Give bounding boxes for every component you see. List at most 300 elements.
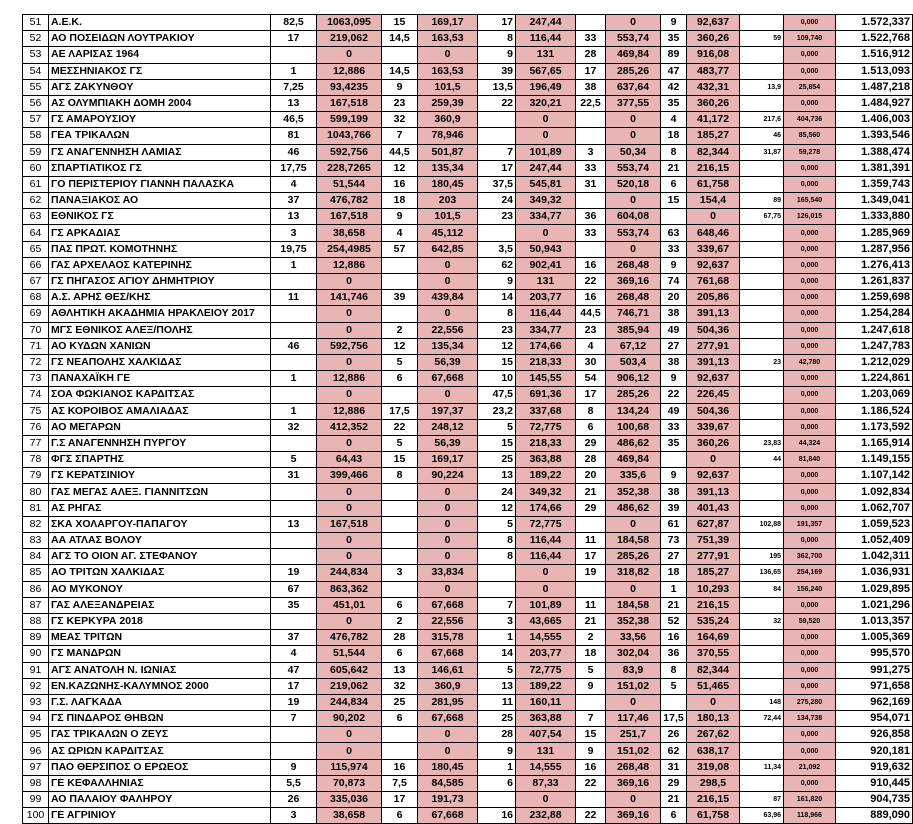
cell-l: 362,700 xyxy=(784,549,836,565)
cell-team: ΕΘΝΙΚΟΣ ΓΣ xyxy=(49,209,271,225)
cell-total: 1.013,357 xyxy=(836,613,913,629)
cell-l: 0,000 xyxy=(784,225,836,241)
cell-h: 33,56 xyxy=(606,630,661,646)
cell-b: 0 xyxy=(317,613,382,629)
cell-team: ΓΣ ΑΡΚΑΔΙΑΣ xyxy=(49,225,271,241)
cell-j: 205,86 xyxy=(687,290,740,306)
ranking-table xyxy=(22,14,913,824)
table-row xyxy=(23,516,913,532)
cell-b: 219,062 xyxy=(317,678,382,694)
cell-f: 691,36 xyxy=(516,387,576,403)
cell-k: 13,9 xyxy=(740,79,784,95)
cell-l: 0,000 xyxy=(784,15,836,31)
cell-f: 43,665 xyxy=(516,613,576,629)
cell-k xyxy=(740,646,784,662)
cell-team: ΑΟ ΜΥΚΟΝΟΥ xyxy=(49,581,271,597)
cell-total: 1.388,474 xyxy=(836,144,913,160)
cell-team: ΑΣ ΟΛΥΜΠΙΑΚΗ ΔΟΜΗ 2004 xyxy=(49,95,271,111)
cell-i: 9 xyxy=(661,371,687,387)
cell-h: 486,62 xyxy=(606,500,661,516)
cell-total: 910,445 xyxy=(836,775,913,791)
cell-b: 38,658 xyxy=(317,225,382,241)
cell-a: 46 xyxy=(271,144,317,160)
cell-h: 553,74 xyxy=(606,225,661,241)
cell-a xyxy=(271,549,317,565)
cell-l: 59,520 xyxy=(784,613,836,629)
cell-l: 0,000 xyxy=(784,662,836,678)
cell-d: 197,37 xyxy=(418,403,478,419)
cell-f: 203,77 xyxy=(516,646,576,662)
table-row xyxy=(23,419,913,435)
cell-team: ΠΑΝΑΞΙΑΚΟΣ ΑΟ xyxy=(49,193,271,209)
cell-j: 216,15 xyxy=(687,597,740,613)
cell-d: 203 xyxy=(418,193,478,209)
cell-g: 28 xyxy=(576,47,606,63)
table-row xyxy=(23,662,913,678)
cell-g: 19 xyxy=(576,565,606,581)
cell-b: 12,886 xyxy=(317,371,382,387)
cell-a: 32 xyxy=(271,419,317,435)
cell-rank: 79 xyxy=(23,468,49,484)
cell-g: 21 xyxy=(576,613,606,629)
cell-j: 92,637 xyxy=(687,257,740,273)
cell-a xyxy=(271,500,317,516)
cell-k xyxy=(740,387,784,403)
table-row xyxy=(23,743,913,759)
cell-l: 161,820 xyxy=(784,792,836,808)
cell-c: 25 xyxy=(382,694,418,710)
cell-e: 62 xyxy=(478,257,516,273)
cell-g: 21 xyxy=(576,484,606,500)
cell-j: 391,13 xyxy=(687,354,740,370)
cell-d: 56,39 xyxy=(418,435,478,451)
cell-d: 259,39 xyxy=(418,95,478,111)
cell-a: 82,5 xyxy=(271,15,317,31)
cell-c: 6 xyxy=(382,711,418,727)
cell-f: 196,49 xyxy=(516,79,576,95)
cell-j: 761,68 xyxy=(687,274,740,290)
cell-b: 51,544 xyxy=(317,646,382,662)
cell-j: 319,08 xyxy=(687,759,740,775)
cell-g: 31 xyxy=(576,176,606,192)
cell-h: 268,48 xyxy=(606,759,661,775)
cell-a xyxy=(271,743,317,759)
cell-total: 904,735 xyxy=(836,792,913,808)
cell-c xyxy=(382,533,418,549)
cell-b: 12,886 xyxy=(317,63,382,79)
cell-d: 180,45 xyxy=(418,759,478,775)
cell-b: 115,974 xyxy=(317,759,382,775)
cell-h: 335,6 xyxy=(606,468,661,484)
cell-d: 0 xyxy=(418,387,478,403)
cell-d: 78,946 xyxy=(418,128,478,144)
cell-l: 0,000 xyxy=(784,630,836,646)
cell-rank: 74 xyxy=(23,387,49,403)
cell-j: 82,344 xyxy=(687,144,740,160)
cell-i: 33 xyxy=(661,419,687,435)
cell-l: 404,736 xyxy=(784,112,836,128)
cell-h: 100,68 xyxy=(606,419,661,435)
cell-i: 17,5 xyxy=(661,711,687,727)
cell-rank: 76 xyxy=(23,419,49,435)
cell-l: 0,000 xyxy=(784,338,836,354)
cell-rank: 92 xyxy=(23,678,49,694)
cell-g: 54 xyxy=(576,371,606,387)
cell-j: 226,45 xyxy=(687,387,740,403)
cell-rank: 100 xyxy=(23,808,49,824)
cell-h: 604,08 xyxy=(606,209,661,225)
cell-b: 244,834 xyxy=(317,694,382,710)
cell-j: 0 xyxy=(687,452,740,468)
cell-i: 22 xyxy=(661,387,687,403)
cell-k xyxy=(740,322,784,338)
cell-b: 605,642 xyxy=(317,662,382,678)
cell-a: 9 xyxy=(271,759,317,775)
cell-f: 72,775 xyxy=(516,662,576,678)
cell-team: ΑΣ ΩΡΙΩΝ ΚΑΡΔΙΤΣΑΣ xyxy=(49,743,271,759)
cell-a: 5 xyxy=(271,452,317,468)
cell-l: 0,000 xyxy=(784,387,836,403)
cell-team: ΑΟ ΚΥΔΩΝ ΧΑΝΙΩΝ xyxy=(49,338,271,354)
cell-total: 1.224,861 xyxy=(836,371,913,387)
cell-d: 84,585 xyxy=(418,775,478,791)
cell-f: 72,775 xyxy=(516,516,576,532)
cell-h: 0 xyxy=(606,581,661,597)
cell-e: 7 xyxy=(478,144,516,160)
cell-a: 17,75 xyxy=(271,160,317,176)
table-row xyxy=(23,613,913,629)
cell-h: 268,48 xyxy=(606,257,661,273)
cell-a: 13 xyxy=(271,209,317,225)
cell-a: 3 xyxy=(271,225,317,241)
cell-g: 5 xyxy=(576,662,606,678)
cell-d: 0 xyxy=(418,484,478,500)
cell-b: 167,518 xyxy=(317,516,382,532)
table-row xyxy=(23,694,913,710)
cell-d: 0 xyxy=(418,306,478,322)
cell-rank: 84 xyxy=(23,549,49,565)
cell-team: ΑΓΣ ΖΑΚΥΝΘΟΥ xyxy=(49,79,271,95)
cell-i xyxy=(661,209,687,225)
cell-total: 1.359,743 xyxy=(836,176,913,192)
cell-f: 320,21 xyxy=(516,95,576,111)
cell-team: ΓΑΣ ΑΡΧΕΛΑΟΣ ΚΑΤΕΡΙΝΗΣ xyxy=(49,257,271,273)
cell-rank: 81 xyxy=(23,500,49,516)
cell-f: 0 xyxy=(516,225,576,241)
cell-h: 385,94 xyxy=(606,322,661,338)
cell-f: 407,54 xyxy=(516,727,576,743)
cell-c: 17,5 xyxy=(382,403,418,419)
cell-c: 22 xyxy=(382,419,418,435)
cell-d: 360,9 xyxy=(418,678,478,694)
cell-f: 247,44 xyxy=(516,15,576,31)
cell-a: 11 xyxy=(271,290,317,306)
cell-e: 17 xyxy=(478,15,516,31)
cell-team: ΑΟ ΠΑΛΑΙΟΥ ΦΑΛΗΡΟΥ xyxy=(49,792,271,808)
cell-b: 0 xyxy=(317,322,382,338)
cell-k xyxy=(740,419,784,435)
cell-g xyxy=(576,581,606,597)
cell-e: 24 xyxy=(478,193,516,209)
cell-k xyxy=(740,727,784,743)
cell-g: 9 xyxy=(576,743,606,759)
table-row xyxy=(23,727,913,743)
cell-team: ΑΓΣ ΑΝΑΤΟΛΗ Ν. ΙΩΝΙΑΣ xyxy=(49,662,271,678)
cell-k: 67,75 xyxy=(740,209,784,225)
cell-team: ΑΕ ΛΑΡΙΣΑΣ 1964 xyxy=(49,47,271,63)
cell-c: 44,5 xyxy=(382,144,418,160)
cell-b: 0 xyxy=(317,435,382,451)
cell-l: 275,280 xyxy=(784,694,836,710)
cell-total: 1.212,029 xyxy=(836,354,913,370)
cell-i: 31 xyxy=(661,759,687,775)
cell-j: 401,43 xyxy=(687,500,740,516)
cell-total: 1.247,783 xyxy=(836,338,913,354)
cell-e xyxy=(478,128,516,144)
table-row xyxy=(23,597,913,613)
cell-h: 0 xyxy=(606,15,661,31)
cell-b: 451,01 xyxy=(317,597,382,613)
cell-h: 469,84 xyxy=(606,47,661,63)
cell-f: 131 xyxy=(516,274,576,290)
cell-e: 17 xyxy=(478,160,516,176)
cell-g: 18 xyxy=(576,646,606,662)
cell-f: 218,33 xyxy=(516,435,576,451)
cell-j: 391,13 xyxy=(687,484,740,500)
cell-b: 599,199 xyxy=(317,112,382,128)
cell-b: 90,202 xyxy=(317,711,382,727)
cell-h: 0 xyxy=(606,694,661,710)
cell-i: 62 xyxy=(661,743,687,759)
cell-total: 1.203,069 xyxy=(836,387,913,403)
cell-a: 1 xyxy=(271,403,317,419)
cell-g xyxy=(576,694,606,710)
cell-e: 5 xyxy=(478,662,516,678)
table-row xyxy=(23,792,913,808)
cell-c: 15 xyxy=(382,15,418,31)
cell-d: 33,834 xyxy=(418,565,478,581)
cell-c: 6 xyxy=(382,371,418,387)
cell-g: 2 xyxy=(576,630,606,646)
cell-l: 0,000 xyxy=(784,257,836,273)
cell-i: 6 xyxy=(661,176,687,192)
cell-team: ΓΣ ΠΙΝΔΑΡΟΣ ΘΗΒΩΝ xyxy=(49,711,271,727)
cell-c xyxy=(382,257,418,273)
cell-b: 12,886 xyxy=(317,403,382,419)
cell-c xyxy=(382,306,418,322)
cell-g: 33 xyxy=(576,225,606,241)
cell-h: 553,74 xyxy=(606,31,661,47)
cell-rank: 72 xyxy=(23,354,49,370)
cell-k: 89 xyxy=(740,193,784,209)
cell-g: 22 xyxy=(576,808,606,824)
cell-e: 9 xyxy=(478,743,516,759)
cell-f: 145,55 xyxy=(516,371,576,387)
cell-a xyxy=(271,435,317,451)
cell-d: 90,224 xyxy=(418,468,478,484)
cell-rank: 88 xyxy=(23,613,49,629)
cell-a: 37 xyxy=(271,630,317,646)
cell-h: 268,48 xyxy=(606,290,661,306)
cell-team: ΓΣ ΝΕΑΠΟΛΗΣ ΧΑΛΚΙΔΑΣ xyxy=(49,354,271,370)
cell-e: 8 xyxy=(478,306,516,322)
cell-b: 0 xyxy=(317,274,382,290)
cell-total: 1.107,142 xyxy=(836,468,913,484)
cell-total: 889,090 xyxy=(836,808,913,824)
cell-i: 38 xyxy=(661,484,687,500)
cell-rank: 85 xyxy=(23,565,49,581)
cell-rank: 71 xyxy=(23,338,49,354)
cell-j: 61,758 xyxy=(687,176,740,192)
cell-e: 5 xyxy=(478,419,516,435)
cell-l: 44,324 xyxy=(784,435,836,451)
cell-i: 61 xyxy=(661,516,687,532)
cell-rank: 91 xyxy=(23,662,49,678)
cell-c xyxy=(382,484,418,500)
cell-b: 476,782 xyxy=(317,630,382,646)
cell-j: 648,46 xyxy=(687,225,740,241)
cell-rank: 87 xyxy=(23,597,49,613)
cell-j: 0 xyxy=(687,209,740,225)
cell-f: 0 xyxy=(516,565,576,581)
cell-h: 302,04 xyxy=(606,646,661,662)
cell-d: 642,85 xyxy=(418,241,478,257)
table-row xyxy=(23,630,913,646)
cell-l: 134,738 xyxy=(784,711,836,727)
cell-k xyxy=(740,743,784,759)
cell-total: 1.062,707 xyxy=(836,500,913,516)
table-row xyxy=(23,257,913,273)
cell-b: 244,834 xyxy=(317,565,382,581)
table-row xyxy=(23,549,913,565)
cell-rank: 78 xyxy=(23,452,49,468)
cell-a: 4 xyxy=(271,646,317,662)
cell-e: 9 xyxy=(478,47,516,63)
cell-total: 1.247,618 xyxy=(836,322,913,338)
cell-h: 184,58 xyxy=(606,597,661,613)
cell-team: ΓΑΣ ΜΕΓΑΣ ΑΛΕΞ. ΓΙΑΝΝΙΤΣΩΝ xyxy=(49,484,271,500)
cell-j: 41,172 xyxy=(687,112,740,128)
cell-e: 13 xyxy=(478,678,516,694)
cell-g: 11 xyxy=(576,533,606,549)
cell-l: 25,854 xyxy=(784,79,836,95)
cell-k: 59 xyxy=(740,31,784,47)
cell-rank: 93 xyxy=(23,694,49,710)
cell-d: 67,668 xyxy=(418,371,478,387)
cell-b: 412,352 xyxy=(317,419,382,435)
cell-team: ΓΑΣ ΤΡΙΚΑΛΩΝ Ο ΖΕΥΣ xyxy=(49,727,271,743)
cell-e: 23,2 xyxy=(478,403,516,419)
cell-team: ΜΕΣΣΗΝΙΑΚΟΣ ΓΣ xyxy=(49,63,271,79)
cell-d: 163,53 xyxy=(418,63,478,79)
cell-i: 39 xyxy=(661,500,687,516)
cell-c: 4 xyxy=(382,225,418,241)
table-row xyxy=(23,31,913,47)
cell-k xyxy=(740,630,784,646)
cell-h: 469,84 xyxy=(606,452,661,468)
cell-l: 126,015 xyxy=(784,209,836,225)
cell-h: 352,38 xyxy=(606,613,661,629)
cell-j: 360,26 xyxy=(687,435,740,451)
cell-d: 56,39 xyxy=(418,354,478,370)
cell-k xyxy=(740,338,784,354)
cell-a: 19,75 xyxy=(271,241,317,257)
cell-a: 7,25 xyxy=(271,79,317,95)
cell-h: 553,74 xyxy=(606,160,661,176)
cell-h: 318,82 xyxy=(606,565,661,581)
cell-f: 349,32 xyxy=(516,193,576,209)
cell-c: 9 xyxy=(382,209,418,225)
cell-i: 42 xyxy=(661,79,687,95)
cell-c: 16 xyxy=(382,759,418,775)
cell-g: 36 xyxy=(576,209,606,225)
cell-j: 0 xyxy=(687,694,740,710)
cell-c: 7,5 xyxy=(382,775,418,791)
cell-i: 18 xyxy=(661,128,687,144)
table-row xyxy=(23,144,913,160)
cell-c: 14,5 xyxy=(382,31,418,47)
cell-total: 954,071 xyxy=(836,711,913,727)
cell-b: 0 xyxy=(317,743,382,759)
cell-h: 637,64 xyxy=(606,79,661,95)
cell-a xyxy=(271,533,317,549)
cell-d: 0 xyxy=(418,549,478,565)
cell-b: 0 xyxy=(317,484,382,500)
cell-k: 148 xyxy=(740,694,784,710)
cell-f: 0 xyxy=(516,581,576,597)
cell-h: 369,16 xyxy=(606,808,661,824)
cell-i: 89 xyxy=(661,47,687,63)
cell-j: 339,67 xyxy=(687,419,740,435)
cell-f: 902,41 xyxy=(516,257,576,273)
cell-h: 184,58 xyxy=(606,533,661,549)
cell-l: 118,966 xyxy=(784,808,836,824)
cell-a: 13 xyxy=(271,95,317,111)
cell-i: 52 xyxy=(661,613,687,629)
cell-d: 135,34 xyxy=(418,338,478,354)
cell-e: 37,5 xyxy=(478,176,516,192)
cell-rank: 89 xyxy=(23,630,49,646)
cell-e: 5 xyxy=(478,516,516,532)
table-row xyxy=(23,95,913,111)
cell-d: 146,61 xyxy=(418,662,478,678)
cell-i: 8 xyxy=(661,662,687,678)
cell-rank: 56 xyxy=(23,95,49,111)
cell-i xyxy=(661,694,687,710)
cell-g: 33 xyxy=(576,160,606,176)
cell-rank: 86 xyxy=(23,581,49,597)
cell-e xyxy=(478,581,516,597)
cell-k xyxy=(740,306,784,322)
cell-total: 1.173,592 xyxy=(836,419,913,435)
cell-f: 160,11 xyxy=(516,694,576,710)
cell-total: 991,275 xyxy=(836,662,913,678)
cell-rank: 55 xyxy=(23,79,49,95)
cell-e: 3,5 xyxy=(478,241,516,257)
cell-g: 17 xyxy=(576,549,606,565)
cell-f: 87,33 xyxy=(516,775,576,791)
cell-f: 203,77 xyxy=(516,290,576,306)
cell-total: 1.259,698 xyxy=(836,290,913,306)
table-row xyxy=(23,371,913,387)
cell-c: 28 xyxy=(382,630,418,646)
cell-i: 18 xyxy=(661,565,687,581)
cell-total: 1.254,284 xyxy=(836,306,913,322)
table-row xyxy=(23,484,913,500)
cell-i: 4 xyxy=(661,112,687,128)
cell-g: 16 xyxy=(576,257,606,273)
cell-k: 72,44 xyxy=(740,711,784,727)
